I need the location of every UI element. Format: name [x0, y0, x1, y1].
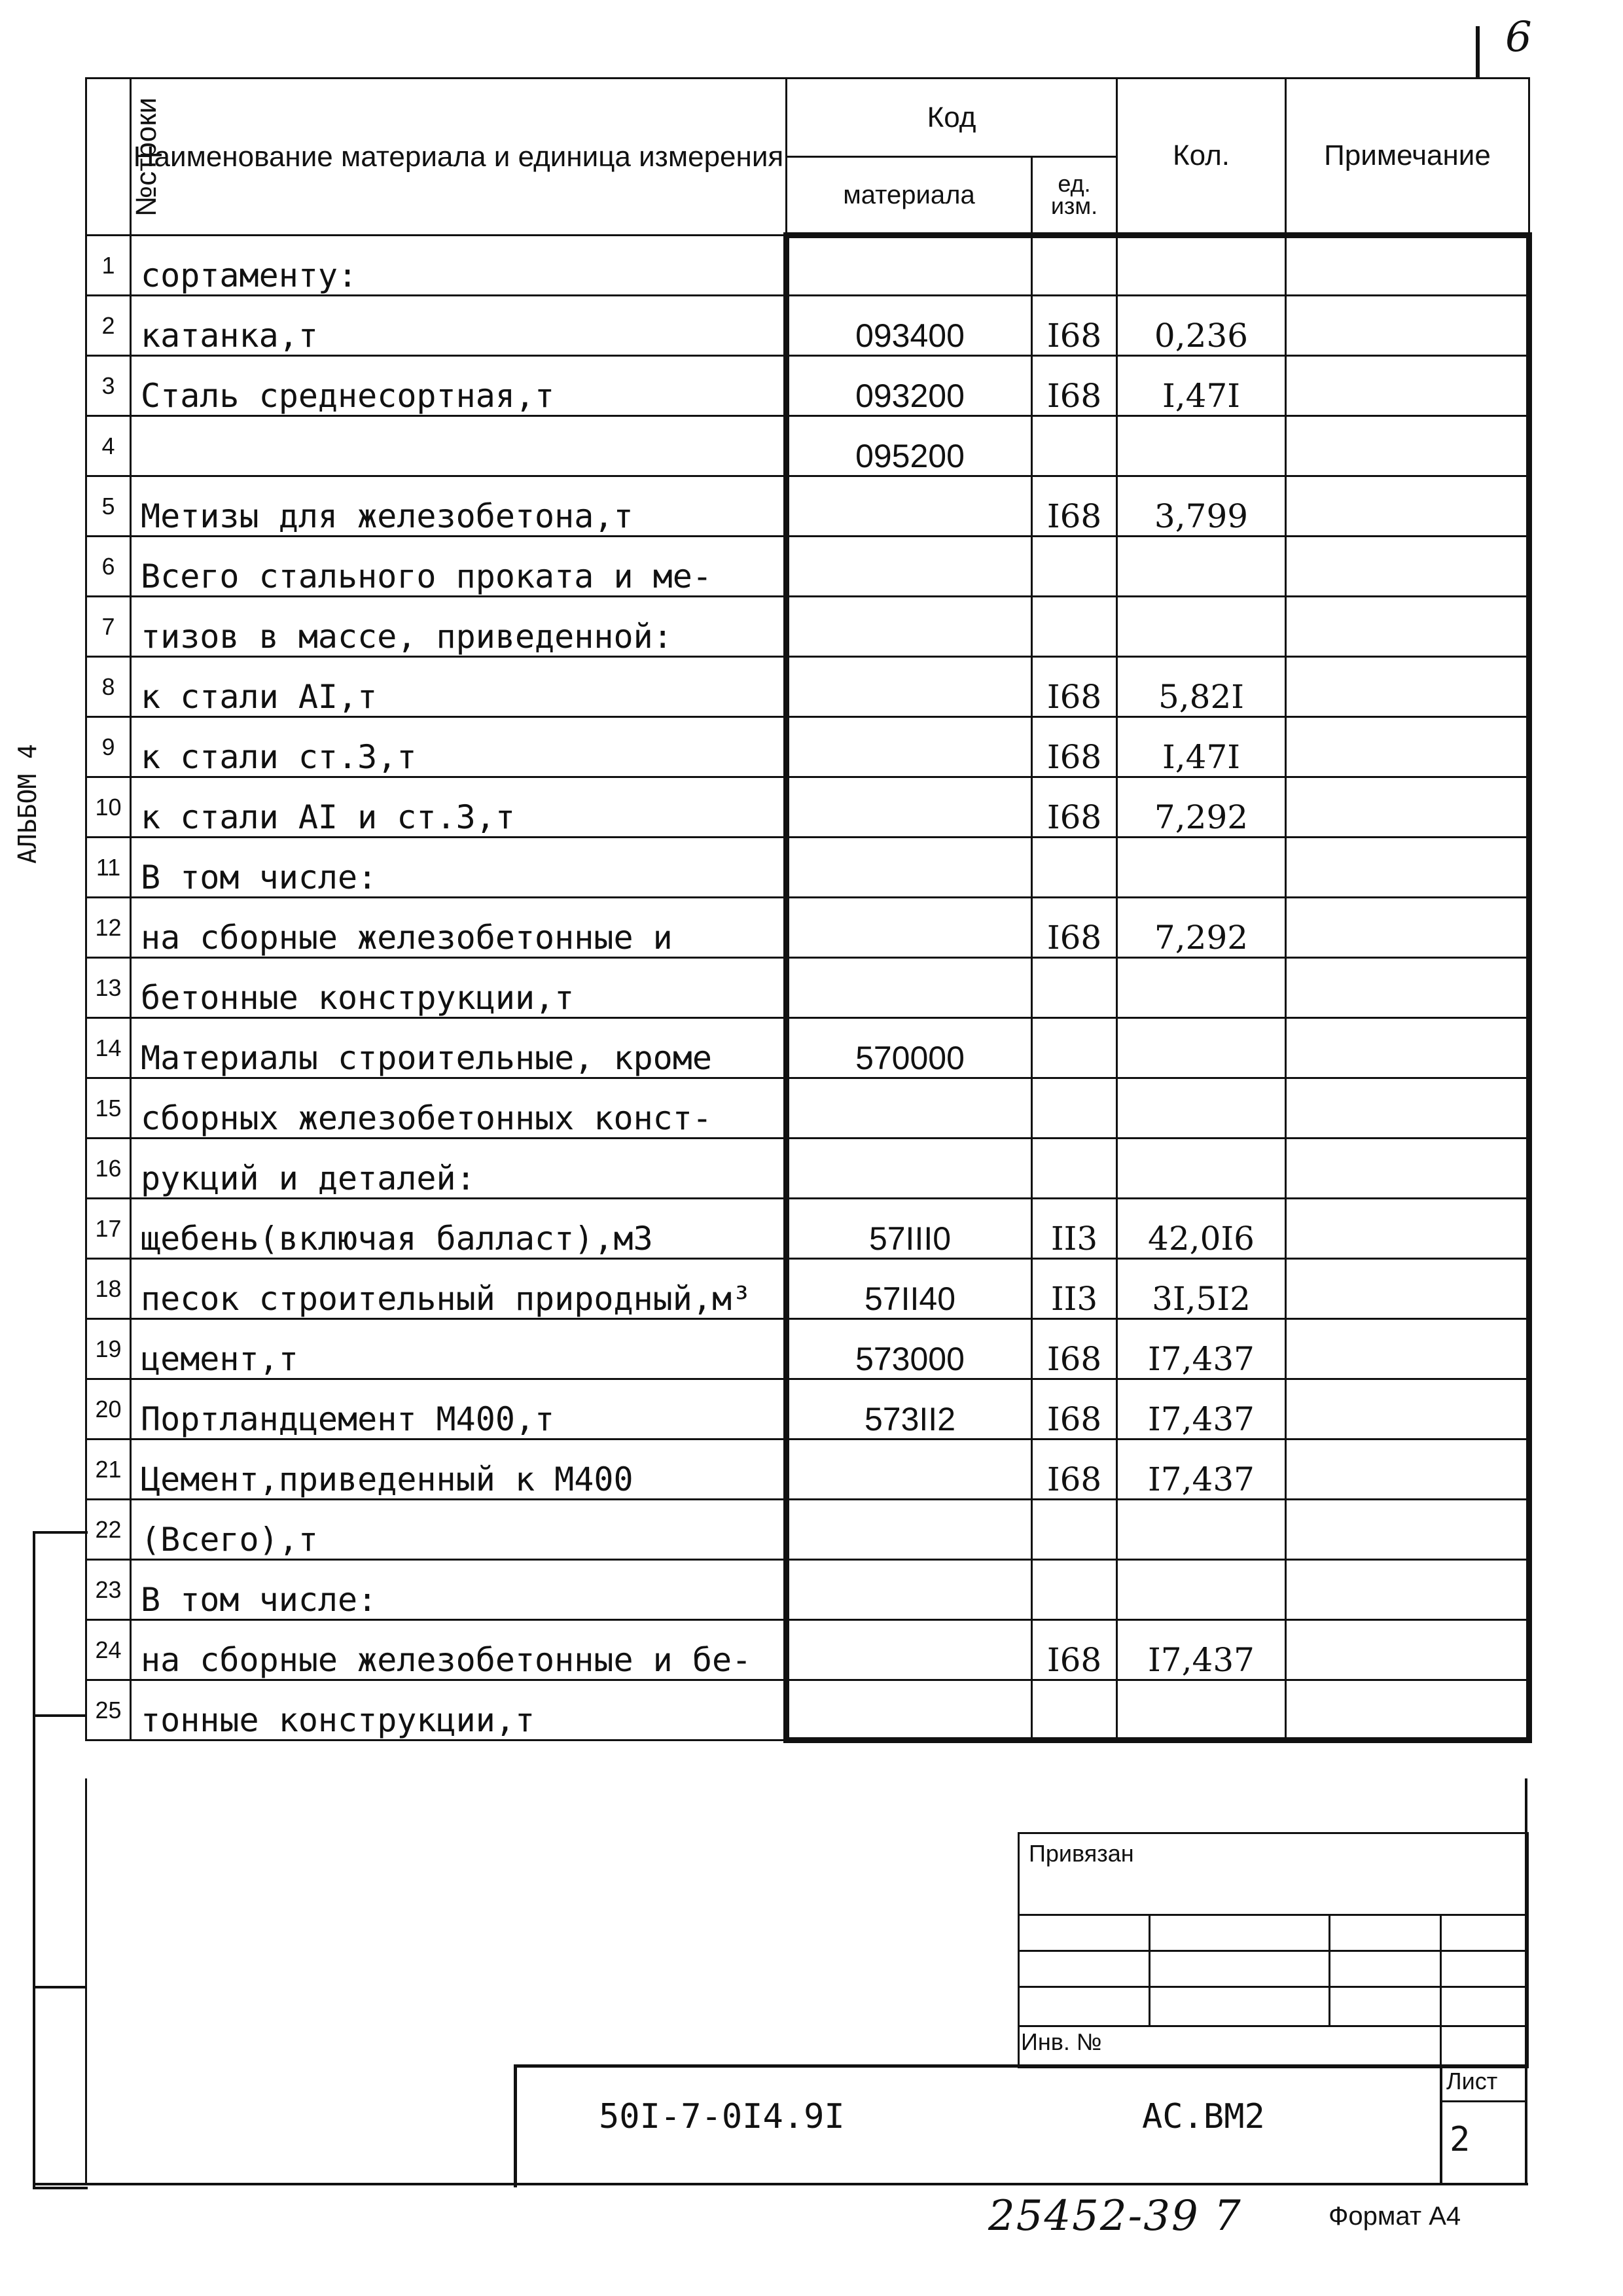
table-row [86, 476, 1529, 537]
note-cell [1286, 1620, 1529, 1680]
material-name-cell: на сборные железобетонные и бе- [131, 1620, 787, 1680]
sheet-divider [1440, 2100, 1525, 2102]
header-note: Примечание [1286, 79, 1529, 236]
approval-line [1018, 1950, 1525, 1952]
quantity-cell [1117, 958, 1286, 1018]
note-cell [1286, 1500, 1529, 1560]
approval-line [1018, 1914, 1525, 1916]
row-number-cell: 12 [86, 898, 131, 958]
row-number-cell: 13 [86, 958, 131, 1018]
strip-divider [33, 1986, 85, 1988]
quantity-cell [1117, 1139, 1286, 1199]
note-cell [1286, 1018, 1529, 1078]
table-row [86, 1620, 1529, 1680]
note-cell [1286, 717, 1529, 777]
unit-code-cell: II3 [1032, 1199, 1117, 1259]
note-cell [1286, 1439, 1529, 1500]
material-code-cell [787, 838, 1032, 898]
row-number-cell: 15 [86, 1078, 131, 1139]
quantity-cell: 7,292 [1117, 777, 1286, 838]
row-number-cell: 18 [86, 1259, 131, 1319]
row-number-cell: 5 [86, 476, 131, 537]
material-code-cell: 573000 [787, 1319, 1032, 1379]
unit-code-cell [1032, 1139, 1117, 1199]
table-row [86, 1680, 1529, 1740]
row-number-cell: 19 [86, 1319, 131, 1379]
unit-code-cell [1032, 838, 1117, 898]
unit-code-cell [1032, 236, 1117, 296]
material-code-cell [787, 537, 1032, 597]
note-cell [1286, 1680, 1529, 1740]
row-number-cell: 8 [86, 657, 131, 717]
material-code-cell [787, 1620, 1032, 1680]
row-number-cell: 25 [86, 1680, 131, 1740]
material-code-cell: 57III0 [787, 1199, 1032, 1259]
table-row [86, 838, 1529, 898]
table-row [86, 416, 1529, 476]
unit-code-cell: I68 [1032, 1439, 1117, 1500]
row-number-cell: 14 [86, 1018, 131, 1078]
approval-col-line [1149, 1914, 1150, 2025]
unit-code-cell [1032, 1018, 1117, 1078]
quantity-cell: I7,437 [1117, 1379, 1286, 1439]
material-name-cell: В том числе: [131, 1560, 787, 1620]
row-number-cell: 24 [86, 1620, 131, 1680]
material-name-cell: песок строительный природный,м³ [131, 1259, 787, 1319]
material-code-cell [787, 597, 1032, 657]
unit-code-cell: I68 [1032, 717, 1117, 777]
table-row [86, 1018, 1529, 1078]
corner-divider [1476, 26, 1480, 79]
note-cell [1286, 958, 1529, 1018]
material-code-cell: 093400 [787, 296, 1032, 356]
material-name-cell: к стали АI и ст.3,т [131, 777, 787, 838]
material-code-cell [787, 1560, 1032, 1620]
document-code: 50I-7-0I4.9I [599, 2097, 845, 2136]
row-number-cell: 20 [86, 1379, 131, 1439]
note-cell [1286, 1560, 1529, 1620]
row-number-cell: 23 [86, 1560, 131, 1620]
material-name-cell: В том числе: [131, 838, 787, 898]
table-row [86, 356, 1529, 416]
material-name-cell: (Всего),т [131, 1500, 787, 1560]
approval-line [1018, 2025, 1525, 2027]
unit-code-cell: I68 [1032, 657, 1117, 717]
material-code-cell [787, 717, 1032, 777]
quantity-cell: I7,437 [1117, 1319, 1286, 1379]
table-row [86, 1379, 1529, 1439]
quantity-cell [1117, 416, 1286, 476]
quantity-cell: I,47I [1117, 717, 1286, 777]
material-code-cell [787, 1439, 1032, 1500]
approval-line [1018, 1986, 1525, 1988]
material-code-cell [787, 1500, 1032, 1560]
note-cell [1286, 597, 1529, 657]
material-name-cell [131, 416, 787, 476]
unit-code-cell [1032, 1680, 1117, 1740]
unit-code-cell: I68 [1032, 476, 1117, 537]
material-code-cell [787, 657, 1032, 717]
approval-col-line [1440, 1914, 1442, 2064]
material-code-cell: 57II40 [787, 1259, 1032, 1319]
material-name-cell: бетонные конструкции,т [131, 958, 787, 1018]
material-code-cell [787, 236, 1032, 296]
quantity-cell [1117, 838, 1286, 898]
row-number-cell: 10 [86, 777, 131, 838]
unit-code-cell: I68 [1032, 1379, 1117, 1439]
sheet-label: Лист [1446, 2068, 1498, 2094]
material-name-cell: рукций и деталей: [131, 1139, 787, 1199]
unit-code-cell: II3 [1032, 1259, 1117, 1319]
quantity-cell: 3I,5I2 [1117, 1259, 1286, 1319]
table-row [86, 537, 1529, 597]
row-number-cell: 4 [86, 416, 131, 476]
material-code-cell [787, 1078, 1032, 1139]
note-cell [1286, 296, 1529, 356]
material-name-cell: тизов в массе, приведенной: [131, 597, 787, 657]
material-name-cell: цемент,т [131, 1319, 787, 1379]
note-cell [1286, 236, 1529, 296]
table-row [86, 296, 1529, 356]
unit-code-cell [1032, 1500, 1117, 1560]
sheet-number: 2 [1450, 2120, 1471, 2159]
note-cell [1286, 476, 1529, 537]
note-cell [1286, 838, 1529, 898]
quantity-cell [1117, 1078, 1286, 1139]
quantity-cell [1117, 597, 1286, 657]
quantity-cell [1117, 1500, 1286, 1560]
unit-code-cell [1032, 537, 1117, 597]
unit-code-cell: I68 [1032, 898, 1117, 958]
strip-divider [33, 1714, 85, 1717]
quantity-cell [1117, 1018, 1286, 1078]
note-cell [1286, 416, 1529, 476]
unit-code-cell: I68 [1032, 296, 1117, 356]
unit-code-cell [1032, 958, 1117, 1018]
table-row [86, 777, 1529, 838]
header-code: Код [787, 79, 1117, 157]
material-code-cell [787, 476, 1032, 537]
header-qty: Кол. [1117, 79, 1286, 236]
material-name-cell: Материалы строительные, кроме [131, 1018, 787, 1078]
quantity-cell: 3,799 [1117, 476, 1286, 537]
material-code-cell [787, 777, 1032, 838]
quantity-cell: I7,437 [1117, 1620, 1286, 1680]
document-mark: АС.ВМ2 [1142, 2097, 1265, 2136]
row-number-cell: 11 [86, 838, 131, 898]
unit-code-cell [1032, 416, 1117, 476]
table-row [86, 657, 1529, 717]
material-name-cell: Цемент,приведенный к М400 [131, 1439, 787, 1500]
note-cell [1286, 1199, 1529, 1259]
unit-code-cell: I68 [1032, 1620, 1117, 1680]
header-row-number: №строки [86, 79, 131, 236]
material-name-cell: тонные конструкции,т [131, 1680, 787, 1740]
table-row [86, 236, 1529, 296]
quantity-cell: 0,236 [1117, 296, 1286, 356]
approval-col-line [1329, 1914, 1330, 2025]
handwritten-number: 25452-39 7 [988, 2192, 1242, 2240]
left-stamp-strip [33, 1531, 88, 2189]
row-number-cell: 3 [86, 356, 131, 416]
material-name-cell: к стали АI,т [131, 657, 787, 717]
row-number-cell: 9 [86, 717, 131, 777]
table-row [86, 1078, 1529, 1139]
quantity-cell [1117, 236, 1286, 296]
note-cell [1286, 356, 1529, 416]
unit-code-cell: I68 [1032, 1319, 1117, 1379]
table-row [86, 958, 1529, 1018]
album-label: АЛЬБОМ 4 [13, 743, 42, 864]
note-cell [1286, 537, 1529, 597]
row-number-cell: 2 [86, 296, 131, 356]
material-code-cell: 570000 [787, 1018, 1032, 1078]
row-number-cell: 1 [86, 236, 131, 296]
unit-code-cell [1032, 597, 1117, 657]
table-row [86, 597, 1529, 657]
format-label: Формат А4 [1329, 2202, 1461, 2231]
header-name: Наименование материала и единица измерения [131, 79, 787, 236]
quantity-cell: I7,437 [1117, 1439, 1286, 1500]
quantity-cell: 5,82I [1117, 657, 1286, 717]
note-cell [1286, 1319, 1529, 1379]
quantity-cell: 7,292 [1117, 898, 1286, 958]
row-number-cell: 22 [86, 1500, 131, 1560]
material-name-cell: катанка,т [131, 296, 787, 356]
material-code-cell [787, 1680, 1032, 1740]
note-cell [1286, 1078, 1529, 1139]
row-number-cell: 7 [86, 597, 131, 657]
material-code-cell [787, 898, 1032, 958]
table-row [86, 1139, 1529, 1199]
material-name-cell: Метизы для железобетона,т [131, 476, 787, 537]
material-name-cell: сборных железобетонных конст- [131, 1078, 787, 1139]
material-name-cell: Сталь среднесортная,т [131, 356, 787, 416]
quantity-cell [1117, 537, 1286, 597]
material-code-cell: 095200 [787, 416, 1032, 476]
table-row [86, 1199, 1529, 1259]
note-cell [1286, 1379, 1529, 1439]
material-name-cell: Всего стального проката и ме- [131, 537, 787, 597]
material-name-cell: на сборные железобетонные и [131, 898, 787, 958]
table-row [86, 898, 1529, 958]
bound-label: Привязан [1029, 1840, 1134, 1867]
page-number: 6 [1505, 13, 1532, 62]
material-code-cell [787, 958, 1032, 1018]
table-row [86, 1319, 1529, 1379]
header-code-material: материала [787, 157, 1032, 236]
table-row [86, 1439, 1529, 1500]
material-code-cell: 573II2 [787, 1379, 1032, 1439]
material-name-cell: щебень(включая балласт),м3 [131, 1199, 787, 1259]
note-cell [1286, 1139, 1529, 1199]
material-name-cell: к стали ст.3,т [131, 717, 787, 777]
material-code-cell: 093200 [787, 356, 1032, 416]
material-code-cell [787, 1139, 1032, 1199]
table-row [86, 1560, 1529, 1620]
table-row [86, 1500, 1529, 1560]
row-number-cell: 17 [86, 1199, 131, 1259]
quantity-cell: 42,0I6 [1117, 1199, 1286, 1259]
table-row [86, 1259, 1529, 1319]
table-row [86, 717, 1529, 777]
header-code-unit: ед. изм. [1032, 157, 1117, 236]
unit-code-cell: I68 [1032, 356, 1117, 416]
note-cell [1286, 898, 1529, 958]
note-cell [1286, 777, 1529, 838]
material-name-cell: сортаменту: [131, 236, 787, 296]
unit-code-cell: I68 [1032, 777, 1117, 838]
unit-code-cell [1032, 1078, 1117, 1139]
material-name-cell: Портландцемент М400,т [131, 1379, 787, 1439]
unit-code-cell [1032, 1560, 1117, 1620]
row-number-cell: 16 [86, 1139, 131, 1199]
row-number-cell: 6 [86, 537, 131, 597]
materials-table [85, 77, 1532, 1743]
note-cell [1286, 1259, 1529, 1319]
quantity-cell: I,47I [1117, 356, 1286, 416]
inventory-label: Инв. № [1021, 2028, 1102, 2055]
note-cell [1286, 657, 1529, 717]
quantity-cell [1117, 1560, 1286, 1620]
row-number-cell: 21 [86, 1439, 131, 1500]
quantity-cell [1117, 1680, 1286, 1740]
